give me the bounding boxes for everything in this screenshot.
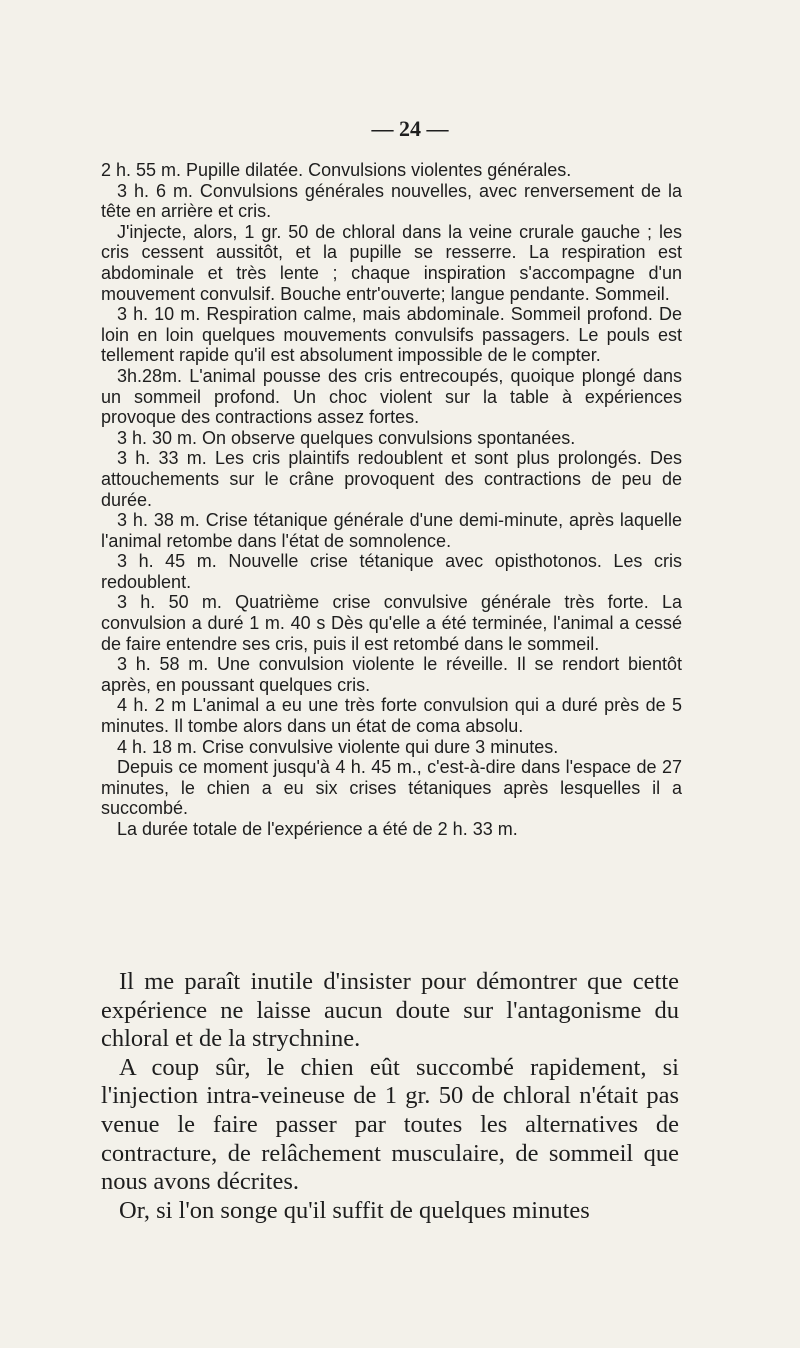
note-line: 3 h. 50 m. Quatrième crise convulsive générale très forte. La convulsion a duré 1 m. 40 s Dès qu'elle a été terminée, l'animal a cessé de faire entendre ses cris, puis il est retombé dans le sommeil. xyxy=(101,592,682,654)
note-line: La durée totale de l'expérience a été de 2 h. 33 m. xyxy=(117,819,518,839)
body-paragraph: Il me paraît inutile d'insister pour démontrer que cette expérience ne laisse aucun doute sur l'antagonisme du chloral et de la strychnine. xyxy=(101,968,679,1053)
note-line: 3 h. 45 m. Nouvelle crise tétanique avec opisthotonos. Les cris redoublent. xyxy=(101,551,682,592)
note-line: 3 h. 30 m. On observe quelques convulsions spontanées. xyxy=(117,427,576,448)
body-paragraph: Or, si l'on songe qu'il suffit de quelques minutes xyxy=(119,1196,590,1224)
body-paragraph: A coup sûr, le chien eût succombé rapidement, si l'injection intra-veineuse de 1 gr. 50 de chloral n'était pas venue le faire passer par toutes les alternatives de contracture, de relâchement musculaire, de sommeil que nous avons décrites. xyxy=(101,1053,679,1196)
note-line: 3 h. 10 m. Respiration calme, mais abdominale. Sommeil profond. De loin en loin quelques mouvements convulsifs passagers. Le pouls est tellement rapide qu'il est absolument impossible de le compter. xyxy=(101,304,682,366)
note-line: 2 h. 55 m. Pupille dilatée. Convulsions violentes générales. xyxy=(101,160,572,180)
note-line: 3 h. 6 m. Convulsions générales nouvelles, avec renversement de la tête en arrière et cris. xyxy=(101,180,682,222)
note-line: 3h.28m. L'animal pousse des cris entrecoupés, quoique plongé dans un sommeil profond. Un choc violent sur la table à expériences provoque des contractions assez fortes. xyxy=(101,365,682,428)
note-line: 3 h. 38 m. Crise tétanique générale d'une demi-minute, après laquelle l'animal retombe dans l'état de somnolence. xyxy=(101,510,682,551)
note-line: J'injecte, alors, 1 gr. 50 de chloral dans la veine crurale gauche ; les cris cessent aussitôt, et la pupille se resserre. La respiration est abdominale et très lente ; chaque inspiration s'accompagne d'un mouvement convulsif. Bouche entr'ouverte; langue pendante. Sommeil. xyxy=(101,221,682,304)
note-line: 3 h. 33 m. Les cris plaintifs redoublent et sont plus prolongés. Des attouchements sur le crâne provoquent des contractions de peu de durée. xyxy=(101,448,682,510)
note-line: 4 h. 18 m. Crise convulsive violente qui dure 3 minutes. xyxy=(117,736,559,757)
note-line: 3 h. 58 m. Une convulsion violente le réveille. Il se rendort bientôt après, en poussant quelques cris. xyxy=(101,654,682,695)
body-text xyxy=(101,968,679,1225)
experiment-notes xyxy=(101,160,682,840)
note-line: 4 h. 2 m L'animal a eu une très forte convulsion qui a duré près de 5 minutes. Il tombe alors dans un état de coma absolu. xyxy=(101,695,682,737)
page-number: — 24 — xyxy=(371,116,449,141)
note-line: Depuis ce moment jusqu'à 4 h. 45 m., c'est-à-dire dans l'espace de 27 minutes, le chien a eu six crises tétaniques après lesquelles il a succombé. xyxy=(101,757,682,819)
